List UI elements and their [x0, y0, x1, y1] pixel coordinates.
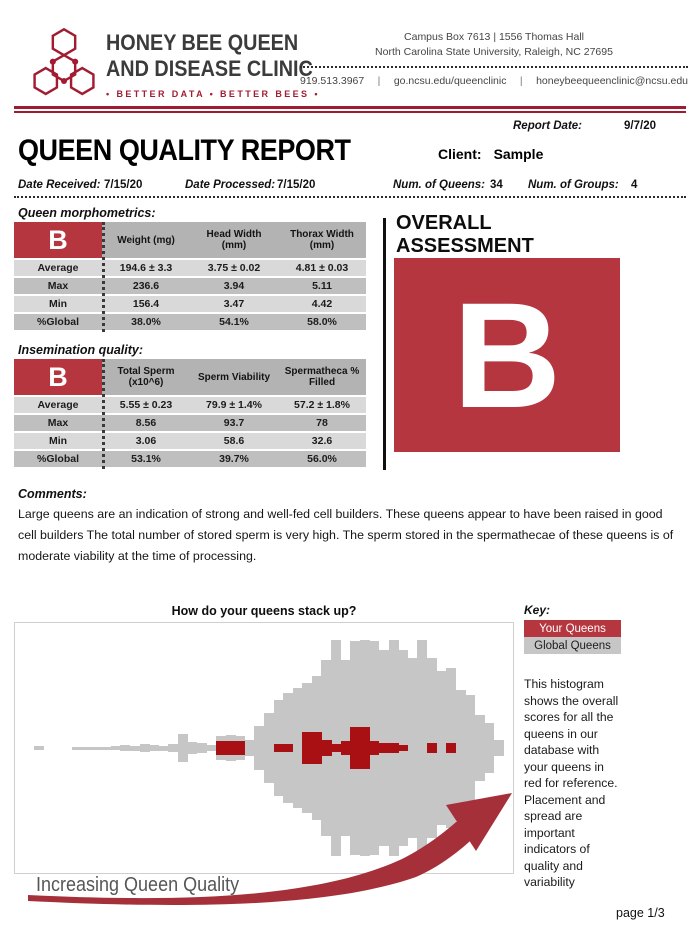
- cell-value: 58.0%: [278, 314, 366, 330]
- violin-bar-yours: [216, 741, 226, 755]
- legend-global-queens: Global Queens: [524, 637, 621, 654]
- table-dotted-divider: [102, 222, 105, 332]
- page-title: QUEEN QUALITY REPORT: [18, 134, 351, 167]
- column-header: Weight (mg): [102, 222, 190, 258]
- phone-number: 919.513.3967: [300, 75, 365, 87]
- row-label: Average: [14, 260, 102, 276]
- cell-value: 8.56: [102, 415, 190, 431]
- column-header: Spermatheca % Filled: [278, 359, 366, 395]
- honeycomb-logo-icon: [26, 22, 102, 102]
- cell-value: 78: [278, 415, 366, 431]
- row-label: %Global: [14, 314, 102, 330]
- column-header: Total Sperm (x10^6): [102, 359, 190, 395]
- num-groups-label: Num. of Groups:: [528, 179, 619, 191]
- comments-text: Large queens are an indication of strong and well-fed cell builders. These queens appear to have been raised in good cell builders The total number of stored sperm is very high. The sperm stored in the spermathecae of these queens is of moderate viability at the time of processing.: [18, 507, 674, 563]
- violin-bar-global: [101, 747, 111, 750]
- cell-value: 3.06: [102, 433, 190, 449]
- overall-assessment-title: [396, 212, 534, 258]
- grade-cell: B: [14, 222, 102, 258]
- date-processed-label: Date Processed:: [185, 179, 276, 191]
- violin-bar-global: [168, 744, 178, 752]
- red-rule-thin: [14, 111, 686, 113]
- cell-value: 53.1%: [102, 451, 190, 467]
- table-row: [14, 397, 366, 413]
- violin-bar-yours: [312, 732, 322, 764]
- cell-value: 156.4: [102, 296, 190, 312]
- violin-bar-global: [207, 745, 217, 751]
- contact-row: [300, 75, 688, 87]
- violin-bar-global: [264, 713, 274, 783]
- violin-bar-global: [140, 744, 150, 752]
- client-row: [438, 146, 543, 162]
- date-processed-value: 7/15/20: [277, 179, 316, 191]
- header-dotted-divider: [300, 66, 688, 68]
- increasing-quality-arrow-icon: [20, 785, 520, 920]
- cell-value: 194.6 ± 3.3: [102, 260, 190, 276]
- table-row: [14, 296, 366, 312]
- contact-separator: |: [519, 75, 523, 87]
- cell-value: 58.6: [190, 433, 278, 449]
- table-row: [14, 260, 366, 276]
- table-row: [14, 451, 366, 467]
- website-link[interactable]: go.ncsu.edu/queenclinic: [393, 75, 507, 87]
- meta-dotted-divider: [14, 196, 686, 198]
- contact-separator: |: [377, 75, 381, 87]
- page-number: page 1/3: [616, 906, 665, 920]
- violin-bar-global: [130, 746, 140, 751]
- violin-bar-global: [197, 743, 207, 753]
- table-row: [14, 314, 366, 330]
- violin-bar-yours: [274, 744, 284, 752]
- client-label: Client:: [438, 146, 482, 162]
- violin-bar-global: [484, 723, 494, 773]
- histogram-description: [524, 676, 620, 909]
- violin-bar-yours: [446, 743, 456, 753]
- cell-value: 3.47: [190, 296, 278, 312]
- cell-value: 236.6: [102, 278, 190, 294]
- histogram-description-clipped: variability: [524, 875, 575, 889]
- cell-value: 4.81 ± 0.03: [278, 260, 366, 276]
- num-groups-value: 4: [631, 179, 638, 191]
- assessment-title-line2: ASSESSMENT: [396, 235, 534, 257]
- table-dotted-divider: [102, 359, 105, 469]
- violin-bar-global: [111, 746, 121, 750]
- cell-value: 79.9 ± 1.4%: [190, 397, 278, 413]
- legend-your-queens: Your Queens: [524, 620, 621, 637]
- cell-value: 4.42: [278, 296, 366, 312]
- violin-bar-global: [34, 746, 44, 750]
- cell-value: 57.2 ± 1.8%: [278, 397, 366, 413]
- date-received-value: 7/15/20: [104, 179, 143, 191]
- cell-value: 93.7: [190, 415, 278, 431]
- row-label: Max: [14, 278, 102, 294]
- report-date-row: [513, 120, 656, 132]
- violin-bar-yours: [369, 741, 379, 755]
- brand-line-1: HONEY BEE QUEEN: [106, 30, 299, 55]
- violin-bar-global: [92, 747, 102, 750]
- violin-bar-global: [187, 742, 197, 754]
- violin-bar-global: [72, 747, 82, 750]
- violin-bar-yours: [341, 741, 351, 755]
- date-received-label: Date Received:: [18, 179, 101, 191]
- address-line-1: Campus Box 7613 | 1556 Thomas Hall: [404, 31, 584, 43]
- violin-bar-yours: [302, 732, 312, 764]
- violin-bar-global: [178, 734, 188, 762]
- table-header-row: [14, 222, 366, 258]
- legend: [524, 620, 621, 654]
- violin-bar-global: [245, 740, 255, 756]
- violin-bar-global: [475, 715, 485, 781]
- cell-value: 54.1%: [190, 314, 278, 330]
- insemination-section-title: Insemination quality:: [18, 343, 144, 357]
- violin-bar-global: [494, 740, 504, 756]
- violin-bar-yours: [398, 745, 408, 751]
- header-rule: [14, 106, 686, 113]
- row-label: %Global: [14, 451, 102, 467]
- cell-value: 3.75 ± 0.02: [190, 260, 278, 276]
- violin-bar-yours: [427, 743, 437, 753]
- violin-bar-yours: [389, 743, 399, 753]
- red-rule-thick: [14, 106, 686, 109]
- cell-value: 5.55 ± 0.23: [102, 397, 190, 413]
- row-label: Min: [14, 296, 102, 312]
- cell-value: 32.6: [278, 433, 366, 449]
- table-row: [14, 278, 366, 294]
- insemination-table: [14, 359, 366, 469]
- key-label: Key:: [524, 603, 551, 617]
- histogram-description-text: This histogram shows the overall scores for all the queens in our database with your queens in red for reference. Placement and spread are important indicators of quality and: [524, 677, 619, 873]
- morphometrics-table: [14, 222, 366, 332]
- row-label: Max: [14, 415, 102, 431]
- violin-bar-global: [82, 747, 92, 750]
- num-queens-label: Num. of Queens:: [393, 179, 486, 191]
- violin-bar-yours: [235, 741, 245, 755]
- violin-bar-yours: [360, 727, 370, 769]
- violin-bar-global: [159, 746, 169, 751]
- brand-line-2: AND DISEASE CLINIC: [106, 56, 313, 81]
- cell-value: 5.11: [278, 278, 366, 294]
- email-link[interactable]: honeybeequeenclinic@ncsu.edu: [536, 75, 688, 87]
- column-header: Thorax Width (mm): [278, 222, 366, 258]
- column-header: Head Width (mm): [190, 222, 278, 258]
- brand-tagline: • BETTER DATA • BETTER BEES •: [106, 89, 320, 99]
- violin-bar-global: [149, 745, 159, 751]
- histogram-title: How do your queens stack up?: [171, 604, 357, 618]
- cell-value: 56.0%: [278, 451, 366, 467]
- report-date-value: 9/7/20: [624, 120, 656, 132]
- grade-cell: B: [14, 359, 102, 395]
- address-line-2: North Carolina State University, Raleigh, NC 27695: [375, 46, 613, 58]
- table-row: [14, 433, 366, 449]
- morphometrics-section-title: Queen morphometrics:: [18, 206, 156, 220]
- comments-label: Comments:: [18, 487, 87, 501]
- violin-bar-yours: [226, 741, 236, 755]
- header-contact-block: [300, 30, 688, 87]
- increasing-quality-label: Increasing Queen Quality: [36, 874, 240, 896]
- violin-bar-yours: [350, 727, 360, 769]
- assessment-title-line1: OVERALL: [396, 212, 492, 234]
- violin-bar-yours: [321, 740, 331, 756]
- client-value: Sample: [493, 146, 544, 162]
- report-date-label: Report Date:: [513, 120, 583, 132]
- cell-value: 3.94: [190, 278, 278, 294]
- vertical-divider: [383, 218, 386, 470]
- overall-grade-letter: B: [452, 271, 562, 439]
- cell-value: 38.0%: [102, 314, 190, 330]
- violin-bar-yours: [379, 743, 389, 753]
- column-header: Sperm Viability: [190, 359, 278, 395]
- violin-bar-yours: [331, 744, 341, 752]
- violin-bar-global: [254, 726, 264, 770]
- violin-bar-yours: [283, 744, 293, 752]
- cell-value: 39.7%: [190, 451, 278, 467]
- report-meta-row: [0, 179, 700, 193]
- table-row: [14, 415, 366, 431]
- table-header-row: [14, 359, 366, 395]
- row-label: Min: [14, 433, 102, 449]
- num-queens-value: 34: [490, 179, 503, 191]
- violin-bar-global: [120, 745, 130, 751]
- row-label: Average: [14, 397, 102, 413]
- overall-grade-box: [394, 258, 620, 452]
